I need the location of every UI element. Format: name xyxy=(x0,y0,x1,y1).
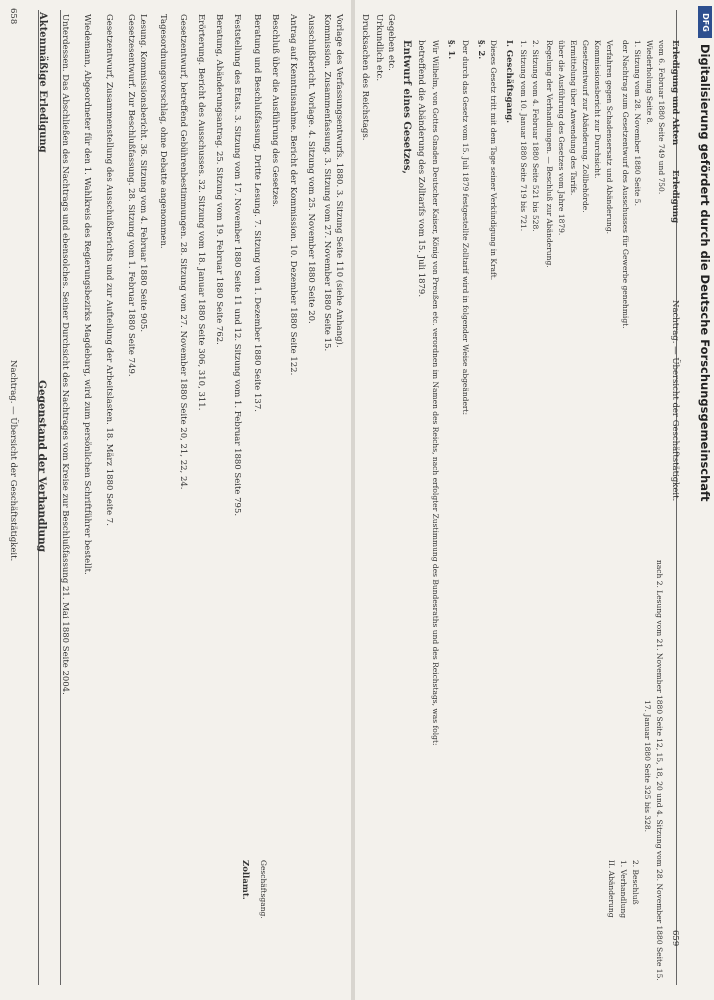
left-row: Lesung. Kommissionsbericht. 36. Sitzung vom 4. Februar 1880 Seite 905. xyxy=(138,14,148,333)
right-row: 17. Januar 1880 Seite 325 bis 328. xyxy=(643,700,652,833)
right-column-right: Erledigung xyxy=(670,170,680,224)
left-row: Kommission. Zusammenfassung. 3. Sitzung vom 27. November 1880 Seite 15. xyxy=(322,14,332,352)
law-para2: §. 2. xyxy=(476,40,486,60)
note-line: Verfahren gegen Schadensersatz und Abänderung. xyxy=(605,40,614,235)
law-title: Entwurf eines Gesetzes, xyxy=(401,40,412,175)
right-row: nach 2. Lesung vom 21. November 1880 Seite 12, 15, 18, 20 und 4. Sitzung vom 28. November 1880 Seite 15. xyxy=(655,560,664,981)
dfg-logo xyxy=(698,6,712,38)
left-row: Tagesordnungsvorschlag, ohne Debatte angenommen. xyxy=(158,14,168,249)
note-line: Gesetzentwurf zur Abänderung. Zollbehörde. xyxy=(581,40,590,213)
sub-line: 1. Sitzung vom 10. Januar 1880 Seite 719 bis 721. xyxy=(519,40,528,232)
note-line: Kommissionsbericht zur Durchsicht. xyxy=(593,40,602,179)
law-signature2: Gegeben etc. xyxy=(386,14,396,71)
law-preamble: Wir Wilhelm, von Gottes Gnaden Deutscher Kaiser, König von Preußen etc. verordnen im Namen des Reichs, nach erfolgter Zustimmung des Bundesraths und des Reichstags, was folgt: xyxy=(431,40,440,746)
law-para2-text: Dieses Gesetz tritt mit dem Tage seiner Verkündigung in Kraft. xyxy=(489,40,498,281)
left-row: Beratung, Abänderungsantrag. 25. Sitzung vom 19. Februar 1880 Seite 762. xyxy=(214,14,224,345)
left-row: Gesetzentwurf, betreffend Gebührenbestimmungen. 28. Sitzung vom 27. November 1880 Seite 20, 21, 22, 24. xyxy=(178,14,188,490)
law-para1: §. 1. xyxy=(446,40,456,60)
law-para1-text: Der durch das Gesetz vom 15. Juli 1879 festgestellte Zolltarif wird in folgender Weise abgeändert: xyxy=(461,40,470,416)
left-row: Beschluß über die Ausführung des Gesetzes. xyxy=(270,14,280,208)
left-row: Antrag auf Kenntnisnahme. Bericht der Kommission. 10. Dezember 1880 Seite 122. xyxy=(288,14,298,376)
right-row: 1. Sitzung vom 28. November 1880 Seite 5. xyxy=(633,40,642,206)
side-label-geschaeftsgang: Geschäftsgang. xyxy=(259,860,268,919)
left-column-main: Gegenstand der Verhandlung xyxy=(36,380,48,553)
sub-title: I. Geschäftsgang. xyxy=(504,40,514,124)
left-row: Gesetzentwurf, Zusammenstellung des Ausschußberichts und zur Aufteilung der Arbeitslasten. 18. März 1880 Seite 7. xyxy=(104,14,114,526)
law-signature: Urkundlich etc. xyxy=(374,14,384,82)
dfg-logo-text: DFG xyxy=(700,12,710,32)
right-row: der Nachtrag zum Gesetzentwurf des Ausschusses für Gewerbe genehmigt. xyxy=(621,40,630,329)
book-spine xyxy=(351,0,355,1000)
right-page-number: 659 xyxy=(670,930,680,947)
left-row: Erörterung. Bericht des Ausschusses. 32. Sitzung vom 18. Januar 1880 Seite 306, 310, 311. xyxy=(196,14,206,411)
note-line: Ermittelung über Anwendung des Tarifs. xyxy=(569,40,578,196)
side-note: II. Abänderung xyxy=(607,860,616,918)
law-subtitle: betreffend die Abänderung des Zolltarifs vom 15. Juli 1879. xyxy=(416,40,426,298)
left-row: Wiedemann, Abgeordneter für den 1. Wahlkreis des Regierungsbezirks Magdeburg, wird zum persönlichen Schriftführer bestellt. xyxy=(82,14,92,575)
right-footer: Drucksachen des Reichstags. xyxy=(360,14,370,141)
left-row: Beratung und Beschlußfassung, Dritte Lesung. 7. Sitzung vom 1. Dezember 1880 Seite 137. xyxy=(252,14,262,412)
left-row: Gesetzesentwurf. Zur Beschlußfassung. 28. Sitzung vom 1. Februar 1880 Seite 749. xyxy=(126,14,136,377)
right-running-head: Nachtrag. — Übersicht der Geschäftstätigkeit. xyxy=(670,300,680,502)
right-row: Wiederholung Seite 8. xyxy=(645,40,654,125)
left-row: Feststellung des Etats. 3. Sitzung vom 17. November 1880 Seite 11 und 12. Sitzung vom 1. Februar 1880 Seite 795. xyxy=(232,14,242,517)
side-note: 1. Verhandlung xyxy=(619,860,628,919)
left-row: Unterdessen. Das Abschließen des Nachtrags und ebensolches. Seiner Durchsicht des Nachtrages vom Kreise zur Beschlußfassung 21. Mai 1880 Seite 2004. xyxy=(60,14,70,695)
left-column-left: Aktenmäßige Erledigung xyxy=(37,12,48,153)
note-line: Regelung der Verhandlungen. — Beschluß zur Abänderung. xyxy=(545,40,554,268)
left-row: Vorlage des Verfassungsentwurfs. 1880. 3. Sitzung Seite 110 (siehe Anhang). xyxy=(334,14,344,348)
dfg-banner-text: Digitalisierung gefördert durch die Deutsche Forschungsgemeinschaft xyxy=(698,44,712,502)
side-note: 2. Beschluß xyxy=(631,860,640,905)
side-label-zollamt: Zollamt. xyxy=(240,860,250,900)
right-column-mid: Erledigung und Akten xyxy=(670,40,680,146)
left-running-head: Nachtrag. — Übersicht der Geschäftstätigkeit. xyxy=(8,360,18,562)
left-page-number: 658 xyxy=(8,8,18,25)
note-line: über die Ausführung des Gesetzes vom Jahre 1879. xyxy=(557,40,566,236)
right-row: vom 6. Februar 1880 Seite 749 und 750. xyxy=(657,40,666,195)
sub-line: 2. Sitzung vom 4. Februar 1880 Seite 521 bis 528. xyxy=(531,40,540,232)
left-row: Ausschußbericht. Vorlage. 4. Sitzung vom 25. November 1880 Seite 20. xyxy=(306,14,316,324)
